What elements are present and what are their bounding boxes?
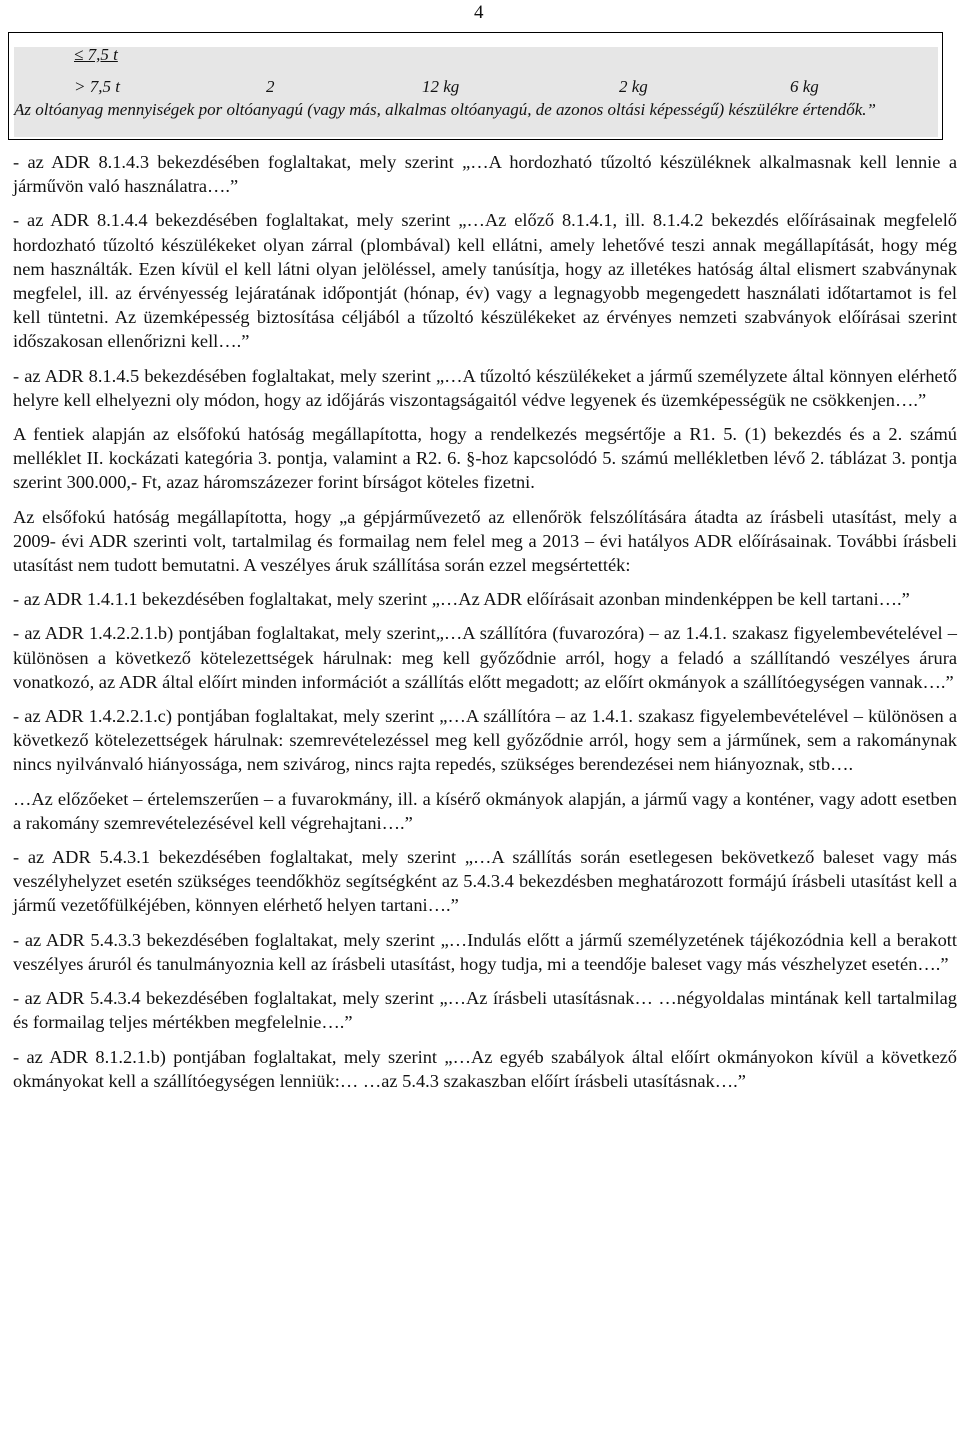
paragraph-adr-5-4-3-3: - az ADR 5.4.3.3 bekezdésében foglaltakat, mely szerint „…Indulás előtt a jármű személyzetének tájékozódnia kell a berakott veszélyes áruról és tanulmányoznia kell az írásbeli utasítást, hogy tudja, mi a teendője baleset vagy más vészhelyzet esetén….” bbox=[13, 929, 957, 974]
paragraph-adr-8-1-4-5: - az ADR 8.1.4.5 bekezdésében foglaltakat, mely szerint „…A tűzoltó készülékeket a jármű személyzete által könnyen elérhető helyre kell elhelyezni oly módon, hogy az időjárás viszontagságaitól védve legyenek és üzemképességük ne csökkenjen….” bbox=[13, 365, 957, 410]
paragraph-adr-5-4-3-1: - az ADR 5.4.3.1 bekezdésében foglaltakat, mely szerint „…A szállítás során esetlegesen bekövetkező baleset vagy más veszélyhelyzet esetén szükséges teendőkhöz segítségként az 5.4.3.4 bekezdésben meghatározott formájú írásbeli utasítást kell a jármű vezetőfülkéjében, könnyen elérhető helyen tartani….” bbox=[13, 847, 957, 916]
paragraph-adr-1-4-1-1: - az ADR 1.4.1.1 bekezdésében foglaltakat, mely szerint „…Az ADR előírásait azonban mindenképpen be kell tartani….” bbox=[13, 589, 910, 610]
table-row-weight-label: ≤ 7,5 t bbox=[74, 45, 118, 64]
document-body bbox=[13, 150, 957, 1103]
table-cell-col4: 6 kg bbox=[790, 77, 819, 96]
paragraph-fine-decision: A fentiek alapján az elsőfokú hatóság megállapította, hogy a rendelkezés megsértője a R1. 5. (1) bekezdés és a 2. számú melléklet II. kockázati kategória 3. pontja, valamint a R2. 6. §-hoz kapcsolódó 5. számú mellékletben lévő 2. táblázat 3. pontja szerint 300.000,- Ft, azaz háromszázezer forint bírságot köteles fizetni. bbox=[13, 424, 957, 493]
paragraph-adr-8-1-2-1-b: - az ADR 8.1.2.1.b) pontjában foglaltakat, mely szerint „…Az egyéb szabályok által előírt okmányokon kívül a következő okmányokat kell a szállítóegységen lenniük:… …az 5.4.3 szakaszban előírt írásbeli utasításnak….” bbox=[13, 1046, 957, 1091]
fire-extinguisher-table-excerpt bbox=[8, 32, 943, 140]
paragraph-adr-1-4-2-2-1-c-continued: …Az előzőeket – értelemszerűen – a fuvarokmány, ill. a kísérő okmányok alapján, a jármű vagy a konténer, vagy adott esetben a rakomány szemrevételezésével kell végrehajtani….” bbox=[13, 788, 957, 833]
paragraph-adr-5-4-3-4: - az ADR 5.4.3.4 bekezdésében foglaltakat, mely szerint „…Az írásbeli utasításnak… …négyoldalas mintának kell tartalmilag és formailag teljes mértékben megfelelnie….” bbox=[13, 988, 957, 1033]
paragraph-written-instructions-finding: Az elsőfokú hatóság megállapította, hogy „a gépjárművezető az ellenőrök felszólítására átadta az írásbeli utasítást, mely a 2009- évi ADR szerinti volt, tartalmilag és formailag nem felel meg a 2013 – évi hatályos ADR előírásainak. További írásbeli utasítást nem tudott bemutatni. A veszélyes áruk szállítása során ezzel megsértették: bbox=[13, 506, 957, 576]
table-cell-col2: 12 kg bbox=[422, 77, 460, 96]
table-note: Az oltóanyag mennyiségek por oltóanyagú (vagy más, alkalmas oltóanyagú, de azonos oltási képességű) készülékre értendők.” bbox=[14, 100, 876, 119]
paragraph-adr-1-4-2-2-1-c: - az ADR 1.4.2.2.1.c) pontjában foglaltakat, mely szerint „…A szállítóra – az 1.4.1. szakasz figyelembevételével – különösen a következő kötelezettségek hárulnak: szemrevételezéssel meg kell győződnie arról, hogy sem a járműnek, sem a rakománynak nincs nyilvánvaló hiányossága, nem szivárog, nincs rajta repedés, szükséges berendezései nem hiányoznak, stb…. bbox=[13, 706, 957, 775]
table-row-weight-category bbox=[74, 45, 118, 65]
paragraph-adr-1-4-2-2-1-b: - az ADR 1.4.2.2.1.b) pontjában foglaltakat, mely szerint„…A szállítóra (fuvarozóra) – az 1.4.1. szakasz figyelembevételével – különösen a következő kötelezettségek hárulnak: meg kell győződnie arról, hogy a feladó a szállítandó veszélyes árura vonatkozó, az ADR által előírt minden információt a szállítás előtt megadott; az előírt okmányok a szállítóegységen vannak….” bbox=[13, 623, 957, 692]
table-cell-col1: 2 bbox=[266, 77, 275, 96]
paragraph-adr-8-1-4-3: - az ADR 8.1.4.3 bekezdésében foglaltakat, mely szerint „…A hordozható tűzoltó készüléknek alkalmasnak kell lennie a járművön való használatra….” bbox=[13, 152, 957, 197]
table-excerpt-background bbox=[14, 47, 938, 137]
table-cell-label: > 7,5 t bbox=[74, 77, 120, 96]
table-cell-col3: 2 kg bbox=[619, 77, 648, 96]
paragraph-adr-8-1-4-4: - az ADR 8.1.4.4 bekezdésében foglaltakat, mely szerint „…Az előző 8.1.4.1, ill. 8.1.4.2 bekezdés előírásainak megfelelő hordozható tűzoltó készülékeket olyan zárral (plombával) kell ellátni, amely lehetővé teszi annak megállapítását, hogy még nem használták. Ezen kívül el kell látni olyan jelöléssel, amely tanúsítja, hogy az illetékes hatóság által elismert szabványnak megfelel, ill. az érvényesség lejáratának időpontját (hónap, év) vagy a legnagyobb megengedett használati időtartamot is fel kell tüntetni. Az üzemképesség biztosítása céljából a tűzoltó készülékeket az érvényes nemzeti szabványok előírásai szerint időszakosan ellenőrizni kell….” bbox=[13, 210, 957, 352]
page-number: 4 bbox=[474, 2, 484, 23]
